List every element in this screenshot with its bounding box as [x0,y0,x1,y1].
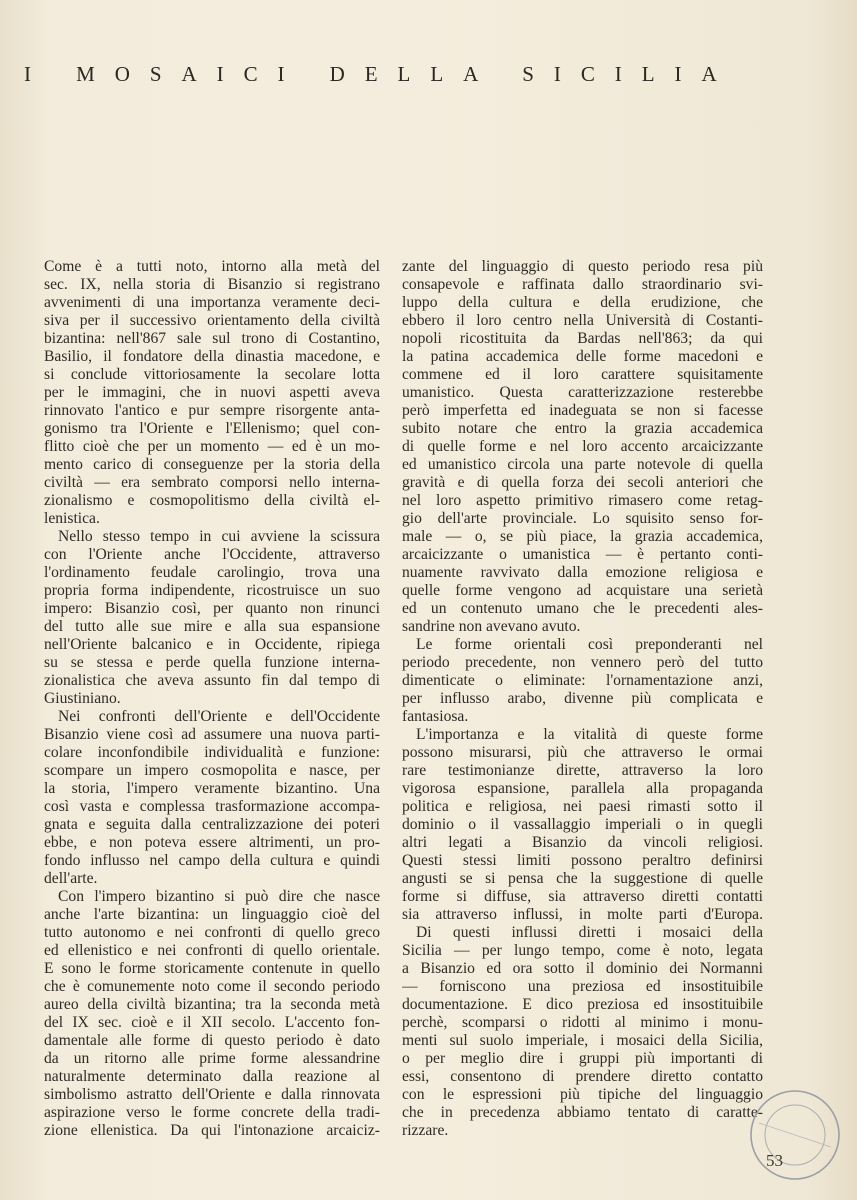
text-line: naturalmente determinato dalla reazione al [44,1068,380,1085]
text-line: possono misurarsi, più che attraverso le ormai [402,744,763,761]
text-line: ed umanistico circola una parte notevole di quella [402,456,763,473]
text-line: rinnovato l'antico e pur sempre risorgente anta- [44,402,380,419]
text-line: rare testimonianze dirette, attraverso la loro [402,762,763,779]
stamp-mark [759,1123,831,1147]
text-line: rizzare. [402,1122,449,1139]
text-line: che in precedenza abbiamo tentato di caratte- [402,1104,763,1121]
text-line: nuamente ravvivato dalla emozione religiosa e [402,564,763,581]
text-line: mento carico di conseguenze per la storia della [44,456,380,473]
text-line: forme si diffuse, sia attraverso diretti contatti [402,888,763,905]
text-line: flitto cioè che per un momento — ed è un mo- [44,438,380,455]
text-line: su se stessa e perde quella funzione interna- [44,654,380,671]
text-line: Nei confronti dell'Oriente e dell'Occidente [58,708,380,725]
text-line: gnata e seguita dalla centralizzazione dei poteri [44,816,380,833]
text-line: periodo precedente, non vennero però del tutto [402,654,763,671]
text-line: civiltà — era sembrato comporsi nello interna- [44,474,380,491]
text-line: gio dell'arte provinciale. Lo squisito senso for- [402,510,763,527]
text-line: politica e religiosa, nei paesi rimasti sotto il [402,798,763,815]
text-line: Con l'impero bizantino si può dire che nasce [58,888,380,905]
text-line: Basilio, il fondatore della dinastia macedone, e [44,348,380,365]
text-line: angusti se si pensa che la suggestione di quelle [402,870,763,887]
text-line: Sicilia — per lungo tempo, come è noto, legata [402,942,763,959]
right-text-column [402,258,763,1140]
text-line: arcaicizzante o umanistica — è pertanto conti- [402,546,763,563]
text-line: menti sul suolo imperiale, i mosaici della Sicilia, [402,1032,763,1049]
text-line: vigorosa espansione, parallela alla propaganda [402,780,763,797]
text-line: nel loro aspetto primitivo rimasero come retag- [402,492,763,509]
text-line: L'importanza e la vitalità di queste forme [416,726,763,743]
left-text-column [44,258,380,1140]
text-line: zante del linguaggio di questo periodo resa più [402,258,763,275]
text-line: fantasiosa. [402,708,469,725]
text-line: simbolismo astratto dell'Oriente e dalla rinnovata [44,1086,380,1103]
text-line: la patina accademica delle forme macedoni e [402,348,763,365]
text-line: Di questi influssi diretti i mosaici della [416,924,763,941]
text-line: zionalistica che aveva assunto fin dal tempo di [44,672,380,689]
text-line: — forniscono una preziosa ed insostituibile [402,978,763,995]
text-line: E sono le forme storicamente contenute in quello [44,960,380,977]
page-number: 53 [766,1151,783,1170]
text-line: nell'Oriente balcanico e in Occidente, ripiega [44,636,380,653]
text-line: nopoli ricostituita da Bardas nell'863; da qui [402,330,763,347]
text-line: da un ritorno alle prime forme alessandrine [44,1050,380,1067]
text-line: così vasta e complessa trasformazione accompa- [44,798,380,815]
text-line: consapevole e raffinata dallo straordinario svi- [402,276,763,293]
text-line: dominio o il vassallaggio imperiali o in quegli [402,816,763,833]
text-line: Come è a tutti noto, intorno alla metà del [44,258,380,275]
library-stamp [745,1085,845,1185]
text-line: Giustiniano. [44,690,121,707]
text-line: con le espressioni più tipiche del linguaggio [402,1086,763,1103]
text-line: sec. IX, nella storia di Bisanzio si registrano [44,276,380,293]
text-line: dimenticate o eliminate: l'ornamentazione anzi, [402,672,763,689]
text-line: Nello stesso tempo in cui avviene la scissura [58,528,380,545]
text-line: per influsso arabo, divenne più complicata e [402,690,763,707]
text-line: bizantina: nell'867 sale sul trono di Costantino, [44,330,380,347]
text-line: ed ellenistico e nei confronti di quello orientale. [44,942,380,959]
text-line: zionalismo e cosmopolitismo della civiltà el- [44,492,380,509]
text-line: anche l'arte bizantina: un linguaggio cioè del [44,906,380,923]
text-line: a Bisanzio ed ora sotto il dominio dei Normanni [402,960,763,977]
text-line: zione ellenistica. Da qui l'intonazione arcaiciz- [44,1122,380,1139]
text-line: del tutto alle sue mire e alla sua espansione [44,618,380,635]
text-line: sandrine non avevano avuto. [402,618,581,635]
text-line: siva per il successivo orientamento della civiltà [44,312,380,329]
text-line: Le forme orientali così preponderanti nel [416,636,763,653]
text-line: Bisanzio viene così ad assumere una nuova parti- [44,726,380,743]
text-line: colare inconfondibile individualità e funzione: [44,744,380,761]
text-line: lenistica. [44,510,100,527]
text-line: gonismo tra l'Oriente e l'Ellenismo; quel con- [44,420,380,437]
text-line: ebbero il loro centro nella Università di Costanti- [402,312,763,329]
text-line: di quelle forme e nel loro accento arcaicizzante [402,438,763,455]
text-line: male — o, se più piace, la grazia accademica, [402,528,763,545]
text-line: subito notare che entro la grazia accademica [402,420,763,437]
text-line: luppo della cultura e della erudizione, che [402,294,763,311]
text-line: Questi stessi limiti possono peraltro definirsi [402,852,763,869]
text-line: del IX sec. cioè e il XII secolo. L'accento fon- [44,1014,380,1031]
text-line: avvenimenti di una importanza veramente deci- [44,294,380,311]
text-line: altri legati a Bisanzio da vincoli religiosi. [402,834,763,851]
running-head: I MOSAICI DELLA SICILIA [24,62,737,86]
text-line: propria forma indipendente, ricostruisce un suo [44,582,380,599]
text-line: per le immagini, che in nuovi aspetti aveva [44,384,380,401]
text-line: perchè, scomparsi o ridotti al minimo i monu- [402,1014,763,1031]
text-line: si conclude vittoriosamente la secolare lotta [44,366,380,383]
text-line: l'ordinamento feudale carolingio, trova una [44,564,380,581]
text-line: sia attraverso influssi, in molte parti d'Europa. [402,906,763,923]
text-line: la storia, l'impero veramente bizantino. Una [44,780,380,797]
text-line: impero: Bisanzio così, per quanto non rinunci [44,600,380,617]
text-line: ed un contenuto umano che le precedenti ales- [402,600,763,617]
text-line: essi, consentono di prendere diretto contatto [402,1068,763,1085]
text-line: aspirazione verso le forme concrete della tradi- [44,1104,380,1121]
text-line: aureo della civiltà bizantina; tra la seconda metà [44,996,380,1013]
text-line: damentale alle forme di questo periodo è dato [44,1032,380,1049]
text-line: scompare un impero cosmopolita e nasce, per [44,762,380,779]
text-line: fondo influsso nel campo della cultura e quindi [44,852,380,869]
text-line: con l'Oriente anche l'Occidente, attraverso [44,546,380,563]
text-line: dell'arte. [44,870,98,887]
text-line: o per meglio dire i gruppi più importanti di [402,1050,763,1067]
text-line: che è comunemente noto come il secondo periodo [44,978,380,995]
text-line: ebbe, e non poteva essere altrimenti, un pro- [44,834,380,851]
text-line: documentazione. E dico preziosa ed insostituibile [402,996,763,1013]
text-line: umanistico. Questa caratterizzazione resterebbe [402,384,763,401]
text-line: però imperfetta ed inadeguata se non si facesse [402,402,763,419]
text-line: commene ed il loro carattere squisitamente [402,366,763,383]
text-line: tutto autonomo e nei confronti di quello greco [44,924,380,941]
text-line: quelle forme vengono ad acquistare una serietà [402,582,763,599]
text-line: gravità e di quella forza dei secoli anteriori che [402,474,763,491]
